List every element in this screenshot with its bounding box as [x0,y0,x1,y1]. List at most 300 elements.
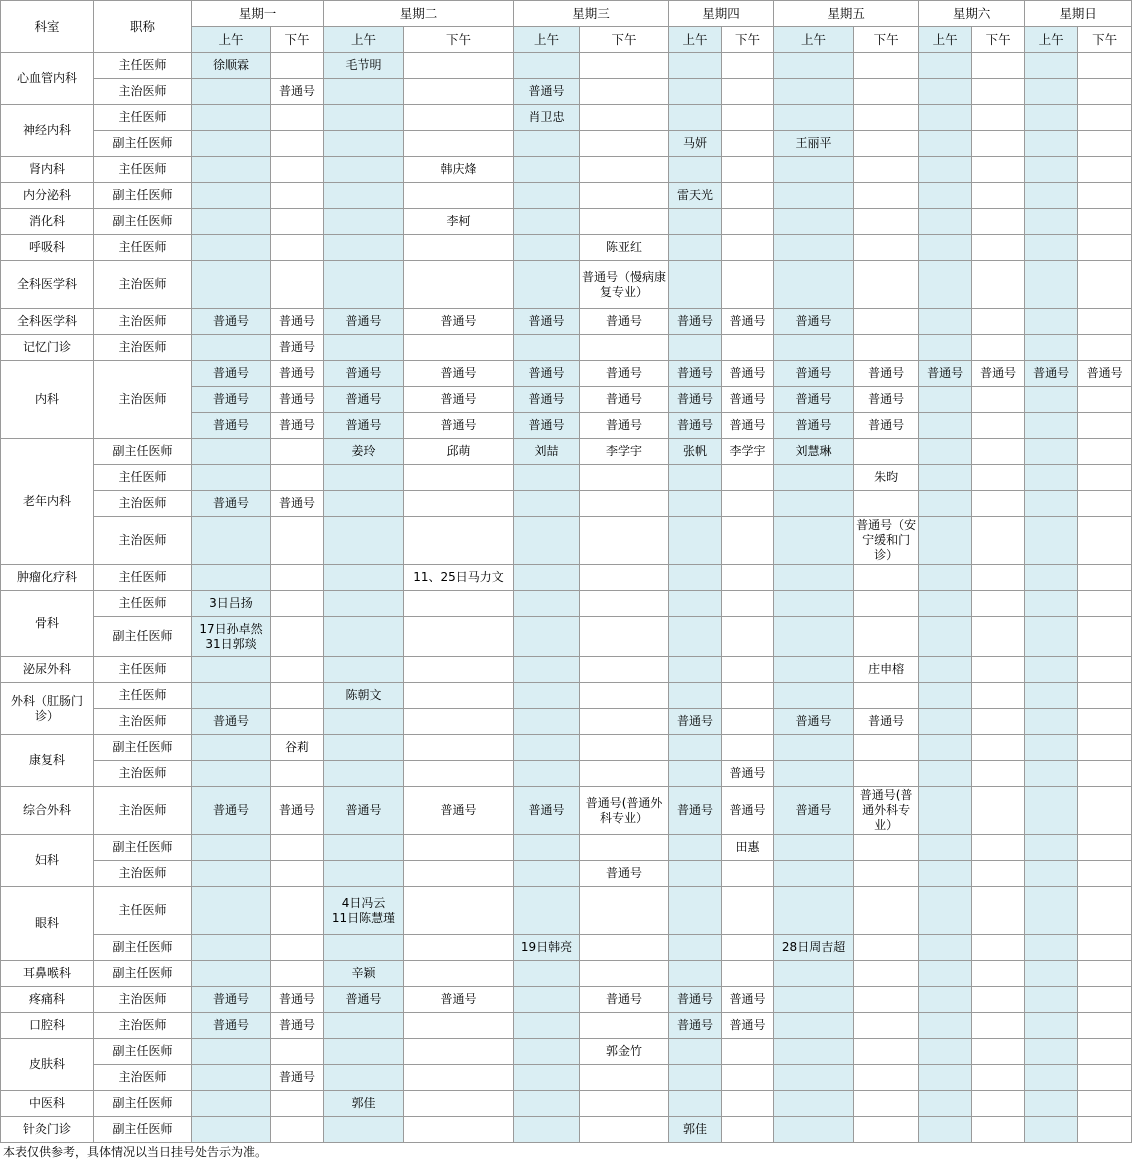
schedule-cell [919,761,972,787]
schedule-cell [580,53,669,79]
schedule-cell: 普通号 [271,361,324,387]
schedule-cell: 普通号 [722,1013,774,1039]
schedule-cell [514,683,580,709]
schedule-cell [972,761,1025,787]
schedule-cell: 李柯 [404,209,514,235]
dept-cell: 妇科 [1,835,94,887]
schedule-cell [919,79,972,105]
schedule-cell: 普通号 [271,387,324,413]
schedule-cell [669,491,722,517]
schedule-cell [774,761,854,787]
schedule-cell [514,735,580,761]
dept-cell: 记忆门诊 [1,335,94,361]
title-cell: 主任医师 [94,53,192,79]
day-header-sun: 星期日 [1025,1,1132,27]
dept-cell: 全科医学科 [1,309,94,335]
schedule-cell [1025,491,1078,517]
schedule-cell [972,987,1025,1013]
pm-header: 下午 [722,27,774,53]
schedule-cell [854,861,919,887]
day-header-sat: 星期六 [919,1,1025,27]
schedule-cell: 郭金竹 [580,1039,669,1065]
schedule-cell [669,935,722,961]
schedule-cell [324,491,404,517]
dept-cell: 综合外科 [1,787,94,835]
schedule-cell [774,465,854,491]
title-cell: 主治医师 [94,261,192,309]
schedule-row [1,1117,1132,1143]
schedule-row [1,987,1132,1013]
schedule-cell: 普通号 [774,709,854,735]
schedule-cell [192,961,271,987]
schedule-cell [514,517,580,565]
schedule-cell [1025,1065,1078,1091]
schedule-cell [580,935,669,961]
schedule-cell [972,131,1025,157]
schedule-cell [514,157,580,183]
schedule-cell [722,1039,774,1065]
schedule-cell [1078,209,1132,235]
schedule-cell [854,887,919,935]
schedule-cell [1025,439,1078,465]
schedule-cell [669,157,722,183]
schedule-row [1,53,1132,79]
schedule-cell: 普通号 [919,361,972,387]
schedule-cell [580,1013,669,1039]
schedule-cell [1078,387,1132,413]
schedule-cell [669,517,722,565]
schedule-cell [722,935,774,961]
schedule-cell [972,491,1025,517]
schedule-cell [271,235,324,261]
schedule-cell [192,1039,271,1065]
title-cell: 副主任医师 [94,935,192,961]
schedule-cell: 普通号 [192,413,271,439]
schedule-row [1,565,1132,591]
schedule-cell [1025,861,1078,887]
schedule-cell [1025,835,1078,861]
schedule-cell [774,987,854,1013]
schedule-cell [192,1091,271,1117]
schedule-cell [514,565,580,591]
dept-cell: 全科医学科 [1,261,94,309]
schedule-cell [514,835,580,861]
schedule-row [1,517,1132,565]
schedule-cell [192,335,271,361]
title-header: 职称 [94,1,192,53]
schedule-cell [580,517,669,565]
schedule-cell [919,491,972,517]
schedule-cell [271,761,324,787]
schedule-cell [919,935,972,961]
schedule-cell [919,309,972,335]
schedule-cell [972,439,1025,465]
schedule-cell [271,591,324,617]
schedule-cell [514,961,580,987]
schedule-cell [854,309,919,335]
schedule-cell [1078,935,1132,961]
schedule-row [1,335,1132,361]
schedule-cell [854,735,919,761]
schedule-row [1,491,1132,517]
dept-cell: 骨科 [1,591,94,657]
schedule-cell [669,761,722,787]
schedule-cell [1078,235,1132,261]
schedule-cell [1025,761,1078,787]
schedule-cell [514,709,580,735]
schedule-row [1,209,1132,235]
dept-cell: 老年内科 [1,439,94,565]
schedule-cell [404,761,514,787]
schedule-cell [1078,465,1132,491]
schedule-cell [1025,935,1078,961]
schedule-cell [1025,787,1078,835]
schedule-cell [722,335,774,361]
schedule-cell [854,157,919,183]
schedule-cell [324,1117,404,1143]
schedule-cell: 毛节明 [324,53,404,79]
schedule-cell [854,53,919,79]
schedule-cell: 陈朝文 [324,683,404,709]
schedule-row [1,961,1132,987]
schedule-cell [669,79,722,105]
schedule-row [1,761,1132,787]
title-cell: 主治医师 [94,309,192,335]
schedule-cell [722,861,774,887]
schedule-cell [774,565,854,591]
pm-header: 下午 [271,27,324,53]
schedule-cell [1078,1091,1132,1117]
schedule-cell [514,591,580,617]
schedule-cell [774,591,854,617]
pm-header: 下午 [1078,27,1132,53]
schedule-cell: 雷天光 [669,183,722,209]
schedule-cell [972,235,1025,261]
schedule-row [1,131,1132,157]
schedule-cell [580,961,669,987]
schedule-cell [404,617,514,657]
schedule-cell: 徐顺霖 [192,53,271,79]
schedule-cell [854,961,919,987]
schedule-cell [514,465,580,491]
schedule-cell [972,887,1025,935]
schedule-cell [580,1117,669,1143]
schedule-cell [192,235,271,261]
schedule-cell [1078,79,1132,105]
pm-header: 下午 [854,27,919,53]
schedule-cell [919,735,972,761]
schedule-cell [271,53,324,79]
schedule-cell [669,887,722,935]
title-cell: 主任医师 [94,591,192,617]
schedule-row [1,79,1132,105]
schedule-cell: 普通号 [722,387,774,413]
schedule-cell [1078,157,1132,183]
schedule-cell: 普通号 [774,361,854,387]
schedule-cell [271,1117,324,1143]
schedule-row [1,1065,1132,1091]
schedule-cell [404,261,514,309]
schedule-cell [972,835,1025,861]
schedule-cell [271,657,324,683]
schedule-cell [722,961,774,987]
schedule-cell [580,335,669,361]
schedule-cell: 普通号 [1078,361,1132,387]
schedule-cell [919,131,972,157]
schedule-cell [514,491,580,517]
schedule-cell: 普通号 [854,387,919,413]
schedule-cell: 王丽平 [774,131,854,157]
schedule-row [1,105,1132,131]
schedule-cell: 李学宇 [722,439,774,465]
schedule-cell [1078,413,1132,439]
schedule-cell: 普通号 [192,387,271,413]
schedule-cell [1025,987,1078,1013]
schedule-cell: 普通号 [271,787,324,835]
schedule-cell [404,657,514,683]
schedule-row [1,235,1132,261]
am-header: 上午 [919,27,972,53]
schedule-cell [271,157,324,183]
schedule-cell [774,735,854,761]
schedule-cell [271,465,324,491]
schedule-cell: 普通号 [324,787,404,835]
title-cell: 主治医师 [94,517,192,565]
schedule-cell [972,1065,1025,1091]
schedule-cell [774,961,854,987]
schedule-cell [722,1117,774,1143]
schedule-cell [514,1117,580,1143]
schedule-cell [1025,157,1078,183]
schedule-cell [271,617,324,657]
schedule-cell [271,517,324,565]
schedule-cell [854,439,919,465]
schedule-cell [514,1039,580,1065]
schedule-cell: 普通号 [669,987,722,1013]
schedule-cell: 普通号（慢病康复专业） [580,261,669,309]
schedule-cell [854,683,919,709]
schedule-cell [972,465,1025,491]
title-cell: 主治医师 [94,335,192,361]
schedule-cell [1025,617,1078,657]
schedule-cell [972,1039,1025,1065]
schedule-row [1,309,1132,335]
schedule-cell [514,861,580,887]
day-header-fri: 星期五 [774,1,919,27]
schedule-cell [774,105,854,131]
schedule-cell [271,209,324,235]
schedule-cell [919,787,972,835]
schedule-cell [919,1013,972,1039]
schedule-cell [404,961,514,987]
schedule-cell [774,261,854,309]
schedule-cell [669,617,722,657]
schedule-cell [774,209,854,235]
schedule-cell: 普通号 [722,361,774,387]
schedule-cell [514,1091,580,1117]
schedule-cell [669,861,722,887]
title-cell: 主任医师 [94,887,192,935]
schedule-cell: 普通号 [324,987,404,1013]
schedule-cell [774,657,854,683]
schedule-cell [854,1117,919,1143]
schedule-cell: 普通号 [404,387,514,413]
schedule-cell [580,565,669,591]
schedule-cell [1025,131,1078,157]
schedule-cell [774,683,854,709]
schedule-cell [919,861,972,887]
schedule-cell: 普通号 [514,79,580,105]
schedule-cell [404,465,514,491]
schedule-cell [669,1065,722,1091]
schedule-cell [324,209,404,235]
schedule-cell [192,131,271,157]
dept-cell: 针灸门诊 [1,1117,94,1143]
dept-cell: 内科 [1,361,94,439]
schedule-cell: 普通号（安宁缓和门诊） [854,517,919,565]
schedule-cell: 郭佳 [669,1117,722,1143]
schedule-cell [919,439,972,465]
schedule-cell: 28日周吉超 [774,935,854,961]
schedule-cell [580,105,669,131]
schedule-cell [1025,961,1078,987]
schedule-cell [192,835,271,861]
schedule-cell: 普通号(普通外科专业） [854,787,919,835]
schedule-cell [514,1065,580,1091]
schedule-cell [580,491,669,517]
schedule-row [1,617,1132,657]
schedule-cell [514,235,580,261]
schedule-row [1,735,1132,761]
schedule-cell [580,761,669,787]
schedule-cell: 普通号 [404,309,514,335]
schedule-cell: 辛颖 [324,961,404,987]
schedule-cell [404,709,514,735]
schedule-cell [514,131,580,157]
schedule-cell [271,105,324,131]
schedule-cell [324,1013,404,1039]
schedule-cell: 普通号 [271,1013,324,1039]
schedule-cell [919,261,972,309]
schedule-cell [972,1117,1025,1143]
schedule-cell: 3日吕扬 [192,591,271,617]
schedule-cell [1078,309,1132,335]
schedule-cell [192,79,271,105]
schedule-cell [722,517,774,565]
schedule-cell [919,1065,972,1091]
title-cell: 副主任医师 [94,1039,192,1065]
title-cell: 主治医师 [94,761,192,787]
schedule-row [1,361,1132,387]
schedule-cell [1025,465,1078,491]
schedule-cell: 普通号 [514,413,580,439]
schedule-cell [722,683,774,709]
schedule-cell: 普通号 [722,309,774,335]
schedule-cell [404,1091,514,1117]
schedule-cell [324,617,404,657]
dept-cell: 呼吸科 [1,235,94,261]
dept-cell: 泌尿外科 [1,657,94,683]
schedule-cell [1025,79,1078,105]
schedule-cell [514,987,580,1013]
schedule-cell [774,1039,854,1065]
schedule-row [1,183,1132,209]
title-cell: 主治医师 [94,361,192,439]
schedule-cell: 张帆 [669,439,722,465]
schedule-cell [722,1065,774,1091]
schedule-cell [1078,683,1132,709]
schedule-cell [324,591,404,617]
schedule-cell [919,657,972,683]
schedule-cell: 普通号 [722,761,774,787]
schedule-cell [1078,861,1132,887]
schedule-cell: 普通号 [514,787,580,835]
title-cell: 副主任医师 [94,1117,192,1143]
dept-cell: 肾内科 [1,157,94,183]
schedule-cell [1078,335,1132,361]
schedule-cell: 普通号 [972,361,1025,387]
schedule-cell [669,591,722,617]
schedule-cell [669,105,722,131]
schedule-cell [514,183,580,209]
schedule-cell [1025,309,1078,335]
schedule-cell [919,105,972,131]
schedule-row [1,787,1132,835]
schedule-cell [1025,1091,1078,1117]
schedule-cell [722,657,774,683]
schedule-cell [919,235,972,261]
schedule-cell [1025,387,1078,413]
schedule-cell [324,935,404,961]
schedule-cell [919,617,972,657]
schedule-cell [669,735,722,761]
schedule-cell [919,517,972,565]
schedule-cell [192,735,271,761]
schedule-cell [324,183,404,209]
schedule-cell: 普通号 [669,361,722,387]
schedule-cell [1025,235,1078,261]
schedule-row [1,709,1132,735]
schedule-cell [774,1091,854,1117]
schedule-cell [404,131,514,157]
schedule-cell [774,861,854,887]
schedule-cell [972,335,1025,361]
schedule-cell: 普通号 [324,361,404,387]
schedule-cell [919,465,972,491]
schedule-cell [271,861,324,887]
schedule-cell [1078,261,1132,309]
schedule-cell [271,835,324,861]
schedule-cell [854,1039,919,1065]
schedule-cell [722,157,774,183]
schedule-cell [580,209,669,235]
schedule-cell [580,617,669,657]
schedule-cell [580,157,669,183]
schedule-cell: 普通号 [271,335,324,361]
schedule-cell [514,761,580,787]
schedule-cell: 普通号 [774,387,854,413]
schedule-cell [669,565,722,591]
schedule-cell [324,835,404,861]
schedule-cell [1078,735,1132,761]
schedule-row [1,157,1132,183]
schedule-cell [324,335,404,361]
schedule-cell [324,861,404,887]
schedule-cell [774,835,854,861]
schedule-cell [1025,887,1078,935]
schedule-cell [271,565,324,591]
title-cell: 主任医师 [94,683,192,709]
